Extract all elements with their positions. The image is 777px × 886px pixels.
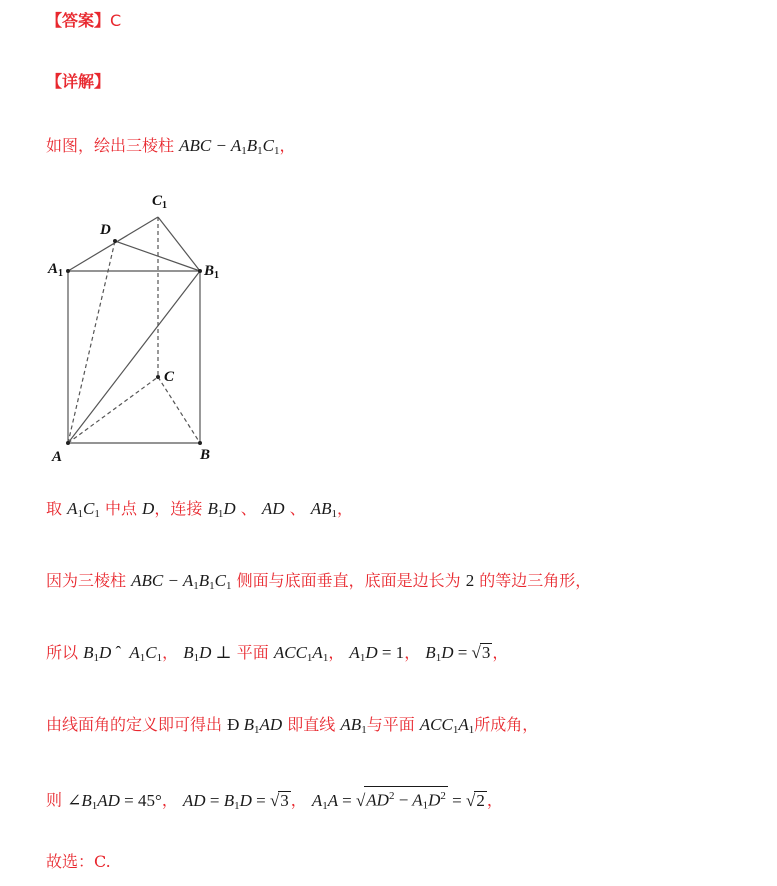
prism-formula: ABC − $A_1B_1C_1$	[179, 136, 280, 157]
expr-angle-45: $\angle B_1AD = 45^\circ$	[67, 790, 162, 812]
line2-t3: ，连接	[154, 499, 203, 518]
expr-B1D-sqrt3: $B_1D = √3$	[425, 643, 491, 664]
point-A	[66, 441, 70, 445]
line4-t6: ，	[492, 643, 509, 662]
seg-AD: AD	[261, 499, 285, 518]
plane-ACC1A1-2: $ACC_1A_1$	[419, 715, 475, 736]
point-A1	[66, 269, 70, 273]
label-B1: $B_1$	[204, 263, 220, 281]
prism-formula-2: ABC − $A_1B_1C_1$	[131, 571, 232, 592]
label-A1: $A_1$	[48, 261, 64, 279]
edge-C1-B1	[158, 217, 200, 271]
line2-t1: 取	[46, 499, 63, 518]
expr-B1D-perp: $B_1D$ ⊥	[183, 643, 232, 664]
seg-AB1: $AB_1$	[310, 499, 337, 520]
line4-t4: ，	[328, 643, 345, 662]
line4-t2: ，	[162, 643, 179, 662]
label-A: A	[52, 449, 63, 465]
line6-t4: ，	[486, 790, 503, 810]
line-3	[46, 570, 591, 597]
line-AB1: $AB_1$	[340, 715, 367, 736]
line6-t2: ，	[161, 790, 178, 810]
line3-t1: 因为三棱柱	[46, 571, 127, 590]
line3-t4: 的等边三角形，	[479, 571, 592, 590]
line1-text: 如图，绘出三棱柱	[46, 136, 175, 155]
expr-B1D-perp-A1C1: $B_1D$ ˆ $A_1C_1$	[83, 643, 163, 664]
line-5	[46, 714, 538, 741]
point-B1	[198, 269, 202, 273]
line4-t1: 所以	[46, 643, 79, 662]
line6-t1: 则	[46, 790, 63, 810]
point-D	[113, 239, 117, 243]
expr-A1D: $A_1D = 1$	[349, 643, 405, 664]
line2-t6: ，	[336, 499, 353, 518]
angle-B1AD: Ð $B_1AD$	[227, 715, 283, 736]
conclusion: 故选：C.	[46, 852, 111, 871]
line4-t3: 平面	[236, 643, 269, 662]
expr-A1A: $A_1A = √AD^2 - A_1D^2 = √2$	[312, 791, 487, 810]
line1-tail: ，	[279, 136, 296, 155]
point-C	[156, 375, 160, 379]
line5-t3: 与平面	[366, 715, 415, 734]
detail-label: 【详解】	[46, 72, 111, 91]
line2-t2: 中点	[104, 499, 137, 518]
answer-label: 【答案】	[46, 11, 111, 30]
prism-figure	[40, 180, 260, 470]
segment-A-B1	[68, 271, 200, 443]
line-6	[46, 786, 503, 817]
plane-ACC1A1: $ACC_1A_1$	[273, 643, 329, 664]
line-2	[46, 498, 353, 525]
line6-t3: ，	[290, 790, 307, 810]
line2-t4: 、	[240, 499, 257, 518]
line4-t5: ，	[404, 643, 421, 662]
line-4	[46, 642, 508, 669]
label-C1: $C_1$	[152, 193, 168, 211]
answer-line	[46, 10, 121, 32]
edge-A1-C1	[68, 217, 158, 271]
line5-t4: 所成角，	[474, 715, 539, 734]
seg-B1D: $B_1D$	[207, 499, 236, 520]
point-D-text: D	[142, 499, 155, 518]
line3-t2: 侧面与底面垂直，底面是边长为	[236, 571, 461, 590]
line5-t1: 由线面角的定义即可得出	[46, 715, 223, 734]
expr-AD-eq: AD = $B_1D = √3$	[182, 790, 289, 812]
side-length: 2	[465, 571, 475, 590]
label-D: D	[100, 222, 111, 238]
line5-t2: 即直线	[287, 715, 336, 734]
label-C: C	[164, 369, 175, 385]
line2-t5: 、	[289, 499, 306, 518]
label-B: B	[200, 447, 211, 463]
line-1	[46, 135, 296, 162]
answer-value: C	[110, 11, 122, 30]
point-B	[198, 441, 202, 445]
edge-C-B-hidden	[158, 377, 200, 443]
seg-A1C1: $A_1C_1$	[67, 499, 100, 520]
